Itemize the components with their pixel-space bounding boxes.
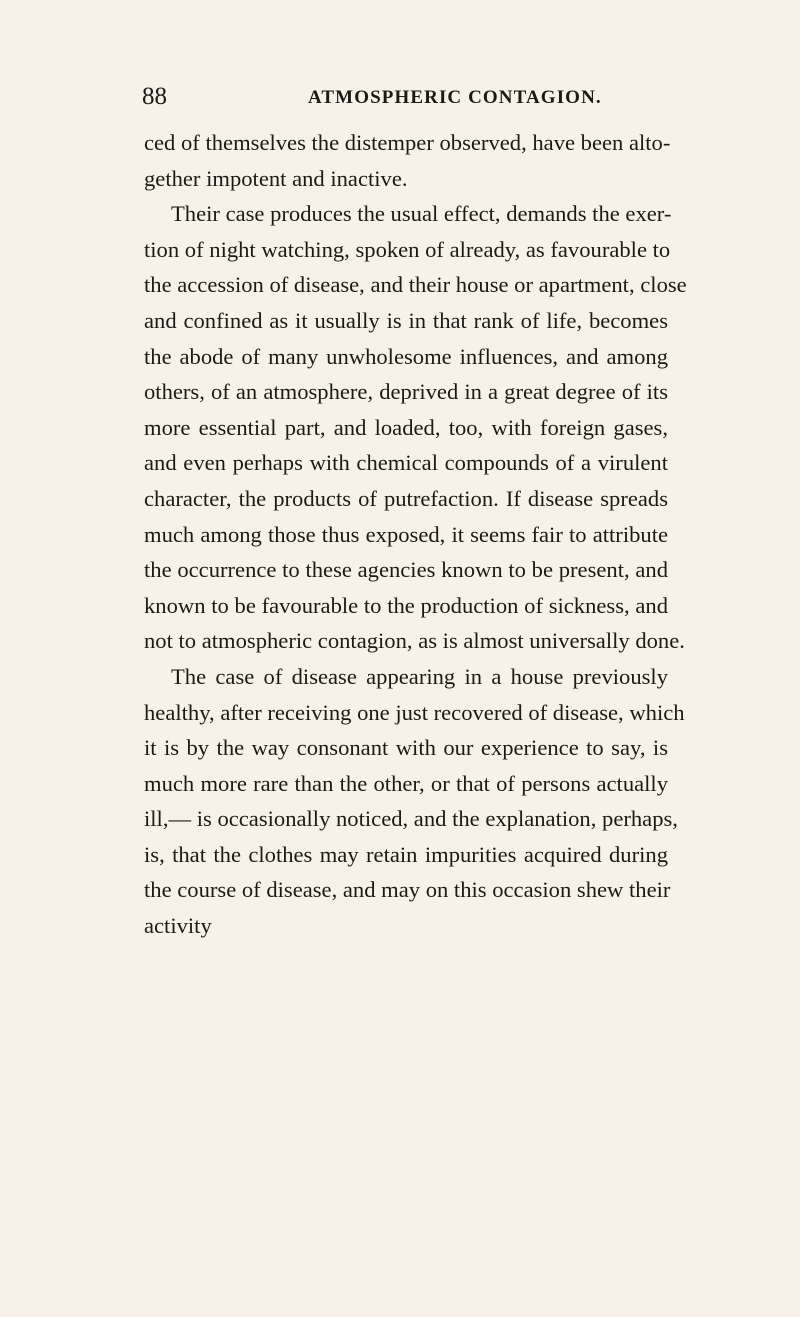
paragraph-start-line: The case of disease appearing in a house previously (171, 663, 668, 689)
text-line: the abode of many unwholesome influences, and among (144, 343, 668, 369)
text-line: and even perhaps with chemical compounds of a virulent (144, 450, 668, 476)
text-line: more essential part, and loaded, too, with foreign gases, (144, 414, 668, 440)
paragraph-start-line: Their case produces the usual effect, demands the exer- (171, 201, 672, 227)
body-text (144, 125, 687, 944)
text-line: activity (144, 913, 212, 939)
text-line: others, of an atmosphere, deprived in a great degree of its (144, 379, 668, 405)
text-line: and confined as it usually is in that rank of life, becomes (144, 307, 668, 333)
page-number: 88 (142, 83, 167, 110)
text-line: tion of night watching, spoken of already, as favourable to (144, 236, 671, 262)
text-line: ill,— is occasionally noticed, and the explanation, perhaps, (144, 806, 678, 832)
text-line: it is by the way consonant with our experience to say, is (144, 735, 668, 761)
text-line: is, that the clothes may retain impurities acquired during (144, 841, 668, 867)
text-line: not to atmospheric contagion, as is almost universally done. (144, 628, 685, 654)
text-line: healthy, after receiving one just recovered of disease, which (144, 699, 685, 725)
text-line: gether impotent and inactive. (144, 165, 408, 191)
text-line: the course of disease, and may on this occasion shew their (144, 877, 671, 903)
text-line: the occurrence to these agencies known to be present, and (144, 557, 668, 583)
running-title: ATMOSPHERIC CONTAGION. (308, 87, 602, 108)
text-line: much among those thus exposed, it seems fair to attribute (144, 521, 668, 547)
text-line: ced of themselves the distemper observed, have been alto- (144, 130, 671, 155)
text-line: character, the products of putrefaction. If disease spreads (144, 485, 668, 511)
text-line: much more rare than the other, or that of persons actually (144, 770, 668, 796)
text-line: the accession of disease, and their house or apartment, close (144, 272, 687, 298)
text-line: known to be favourable to the production of sickness, and (144, 592, 668, 618)
